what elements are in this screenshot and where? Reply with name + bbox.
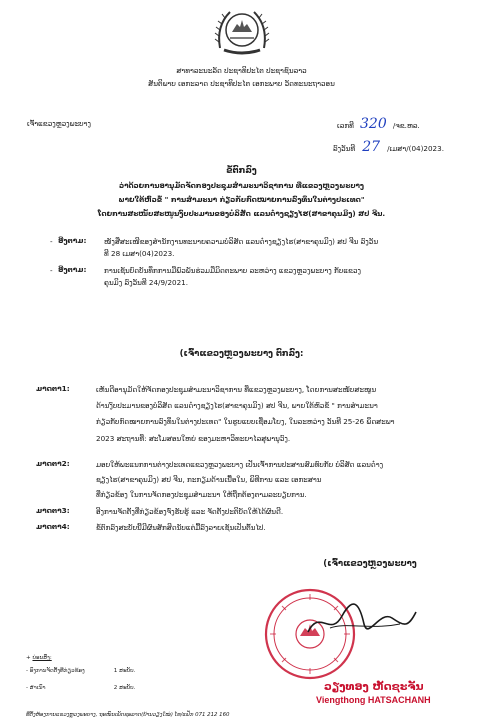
ref-date-label: ລົງວັນທີ bbox=[333, 144, 356, 153]
subject-line-1: ວ່າດ້ວຍການອານຸມັດຈັດກອງປະຊຸມສຳມະນາວິຊາການ ທີ່ແຂວງຫຼວງພະບາງ bbox=[118, 181, 365, 190]
basis-text-line: ການເຊັນບົດບັນທຶກການມືພົວພັນຮ່ວມມືມິດຕະພາບ ລະຫວ່າງ ແຂວງຫຼວງພະບາງ ກັບແຂວງ bbox=[104, 266, 361, 275]
article-line: ອີງການຈັດຕັ້ງທີ່ກ່ຽວຂ້ອງຈົ່ງຮັບຮູ້ ແລະ ຈັດຕັ້ງປະຕິບັດໃຫ້ໄດ້ຜົນດີ. bbox=[96, 507, 284, 516]
decision-heading bbox=[0, 349, 483, 359]
ref-date-rest: /ເມສາ/(04)2023. bbox=[387, 144, 444, 153]
bullet-icon: - bbox=[50, 237, 53, 246]
dash-icon: - bbox=[26, 668, 30, 674]
article-line: ເຫັນດີອານຸມັດໃຫ້ຈັດກອງປະຊຸມສຳມະນາວິຊາການ ທີ່ແຂວງຫຼວງພະບາງ, ໂດຍການສະໜັບສະໜູນ bbox=[96, 385, 377, 394]
document-type: ຂໍ້ຕົກລົງ bbox=[226, 166, 257, 176]
lao-emblem-icon bbox=[212, 2, 272, 58]
signature-paren-open: ( bbox=[323, 559, 328, 569]
article-line: ກ່ຽວກັບກົດໝາຍການລົງທຶນໃນຕ່າງປະເທດ" ໃນຮູບແບບເຊື່ອມໂຍງ, ໃນລະຫວ່າງ ວັນທີ 25-26 ພຶດສະພາ bbox=[96, 417, 395, 427]
signer-name-lao: ວຽງທອງ ຫັດຊະຈັນ bbox=[324, 680, 424, 693]
basis-text-line: ໜັງສືສະເໜີຂອງສຳນັກງານທະນາຍຄວາມບໍລິສັດ ແລນດ໋າງຊຽງໄຮ(ສາຂາຄຸນມິງ) ສປ ຈີນ ລົງວັນ bbox=[104, 237, 379, 246]
basis-text-line: ທີ 28 ເມສາ(04)2023. bbox=[104, 249, 175, 258]
distribution-list bbox=[26, 654, 135, 693]
signature-icon bbox=[300, 588, 420, 648]
bullet-icon: + bbox=[26, 655, 33, 661]
subject-line-2: ພາຍໃຕ້ຫົວຂໍ້ " ການສຳມະນາ ກ່ຽວກັບກົດໝາຍການລົງທຶນໃນຕ່າງປະເທດ" bbox=[118, 195, 365, 204]
country-line: ສາທາລະນະລັດ ປະຊາທິປະໄຕ ປະຊາຊົນລາວ bbox=[176, 66, 307, 75]
distribution-heading-text: ບ່ອນສົ່ງ: bbox=[32, 655, 52, 661]
basis-text-line: ຄຸນມິງ ລົງວັນທີ 24/9/2021. bbox=[104, 278, 189, 287]
dash-icon: - bbox=[26, 685, 30, 691]
basis-label: ອີງຕາມ: bbox=[58, 265, 87, 274]
ref-number-label: ເລກທີ bbox=[337, 121, 354, 130]
article-label: ມາດຕາ2: bbox=[36, 459, 70, 468]
ref-number-suffix: /ຈຂ.ຫລ. bbox=[392, 121, 420, 130]
ref-date-day: 27 bbox=[362, 139, 381, 155]
decision-paren-open: ( bbox=[179, 349, 184, 359]
reference-date bbox=[333, 136, 444, 155]
motto-line: ສັນຕິພາບ ເອກະລາດ ປະຊາທິປະໄຕ ເອກະພາບ ວັດທະນະຖາວອນ bbox=[148, 79, 335, 88]
article-label: ມາດຕາ3: bbox=[36, 506, 70, 515]
article-line: 2023 ສະຖານທີ່: ສະໂມສອນໃຫຍ່ ຂອງມະຫາວິທະຍາໄລສຸພານຸວົງ. bbox=[96, 433, 291, 443]
ref-number-value: 320 bbox=[360, 116, 387, 132]
article-label: ມາດຕາ1: bbox=[36, 384, 70, 393]
distribution-item-count: 1 ສະບັບ. bbox=[113, 668, 136, 674]
article-line: ມອບໃຫ້ພະແນກການຕ່າງປະເທດແຂວງຫຼວງພະບາງ ເປັນເຈົ້າການປະສານສົມທົບກັບ ບໍລິສັດ ແລນດ໋າງ bbox=[96, 460, 384, 469]
issuer-left: ເຈົ້າແຂວງຫຼວງພະບາງ bbox=[27, 119, 91, 128]
signature-title-text: ເຈົ້າແຂວງຫຼວງພະບາງ bbox=[327, 559, 417, 569]
distribution-item-name: ສຳເນົາ bbox=[29, 685, 46, 691]
subject-line-3: ໂດຍການສະໜັບສະໜູນງົບປະມານຂອງບໍລິສັດ ແລນດ໋າງຊຽງໄຮ(ສາຂາຄຸນມິງ) ສປ ຈີນ. bbox=[97, 209, 386, 218]
basis-label: ອີງຕາມ: bbox=[58, 236, 87, 245]
bullet-icon: - bbox=[50, 266, 53, 275]
distribution-item bbox=[26, 684, 135, 693]
footer-address: ທີ່ຕັ້ງຫ້ອງການແຂວງຫຼວງພະບາງ, ຖະໜົນເພັດຊະລາດ(ບ້ານວຽງໃໝ່) ໂທ/ແຟັກ 071 212 160 bbox=[26, 712, 230, 718]
article-line: ດ້ານງົບປະມານຂອງບໍລິສັດ ແລນດ໋າງຊຽງໄຮ(ສາຂາຄຸນມິງ) ສປ ຈີນ, ພາຍໃຕ້ຫົວຂໍ້ " ການສຳມະນາ bbox=[96, 401, 378, 411]
distribution-item bbox=[26, 667, 135, 676]
article-line: ທີ່ກ່ຽວຂ້ອງ ໃນການຈັດກອງປະຊຸມສຳມະນາ ໃຫ້ຖືກຕ້ອງຕາມລະບຽບການ. bbox=[96, 490, 307, 500]
article-label: ມາດຕາ4: bbox=[36, 522, 70, 531]
signer-name-latin: Viengthong HATSACHANH bbox=[316, 695, 431, 705]
article-body bbox=[96, 384, 395, 444]
signature-title bbox=[280, 559, 460, 569]
article-line: ຂໍ້ຕົກລົງສະບັບນີ້ມີຜົນສັກສິດນັບແຕ່ມື້ລົງລາຍເຊັນເປັນຕົ້ນໄປ. bbox=[96, 523, 266, 532]
decision-heading-text: ເຈົ້າແຂວງຫຼວງພະບາງ ຕົກລົງ: bbox=[183, 349, 304, 359]
distribution-heading bbox=[26, 654, 135, 663]
article-line: ຊຽງໄຮ(ສາຂາຄຸນມິງ) ສປ ຈີນ, ກະກຽມດ້ານເນື້ອໃນ, ພິທີການ ແລະ ເອກະສານ bbox=[96, 475, 322, 485]
reference-number bbox=[337, 113, 420, 132]
distribution-item-count: 2 ສະບັບ. bbox=[113, 685, 136, 691]
article-body bbox=[96, 459, 383, 501]
distribution-item-name: ອົງການຈັດຕັ້ງທີ່ກ່ຽວຂ້ອງ bbox=[29, 668, 85, 674]
